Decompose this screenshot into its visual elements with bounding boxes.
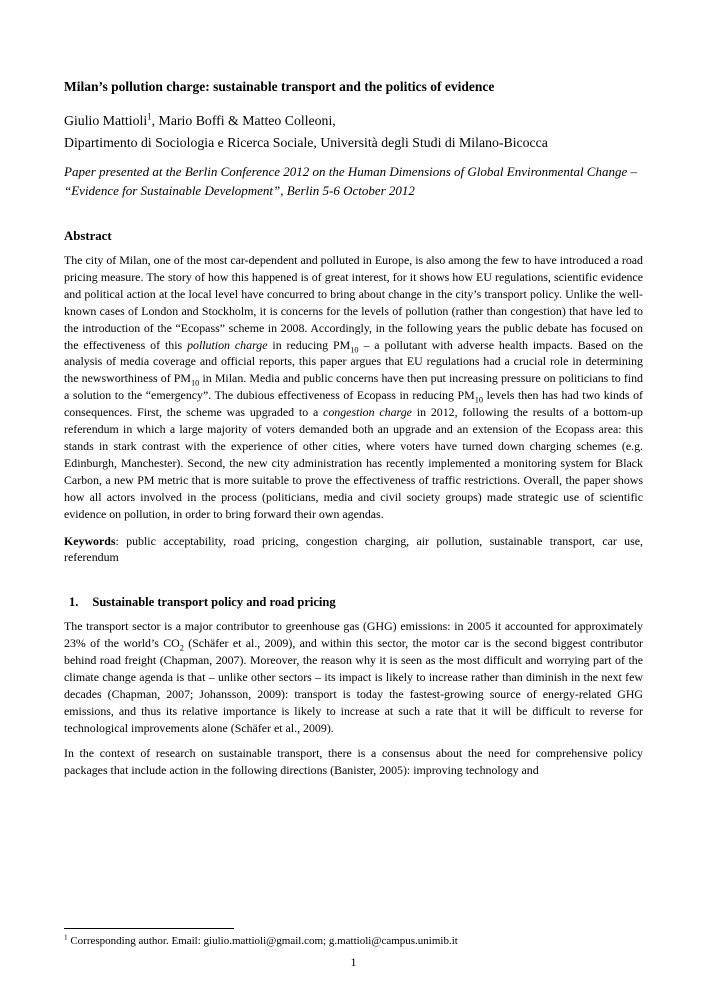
conference-note: Paper presented at the Berlin Conference 2012 on the Human Dimensions of Global Environmental Change – “Evidence for Sustainable Development”, Berlin 5-6 October 2012 [64, 164, 637, 198]
text-run: (Schäfer et al., 2009), and within this sector, the motor car is the second biggest contributor behind road freight (Chapman, 2007). Moreover, the reason why it is seen as the most difficult and worrying part of the climate change agenda is that – unlike other sectors – its impact is likely to increase rather than diminish in the next few decades (Chapman, 2007; Johansson, 2009): transport is today the fastest-growing source of energy-related GHG emissions, and thus its relative importance is likely to increase at such a rate that it will be difficult to reverse for technological improvements alone (Schäfer et al., 2009). [64, 636, 643, 735]
affiliation: Dipartimento di Sociologia e Ricerca Sociale, Università degli Studi di Milano-Bicocca [64, 135, 548, 150]
text-run-subscript: 2 [179, 643, 184, 653]
abstract-paragraph [64, 252, 643, 523]
footnote-text: Corresponding author. Email: giulio.mattioli@gmail.com; g.mattioli@campus.unimib.it [67, 935, 458, 947]
section-1-heading [64, 594, 643, 610]
text-run: in Milan. Media and public concerns have then put increasing pressure on politicians to find a solution to the “emergency”. The dubious effectiveness of Ecopass in reducing PM [64, 371, 643, 403]
section-1-paragraph-1 [64, 618, 643, 736]
footnote-divider [64, 928, 234, 929]
text-run-subscript: 10 [191, 378, 200, 388]
text-run-italic: pollution charge [187, 337, 268, 352]
author-footnote-mark: 1 [147, 111, 152, 122]
keywords-line [64, 533, 643, 567]
text-run: – a pollutant with adverse health impacts. Based on the analysis of media coverage and official reports, this paper argues that EU regulations had a crucial role in determining the newsworthiness of PM [64, 337, 643, 386]
text-run: in reducing PM [267, 337, 351, 352]
author-name-lead: Giulio Mattioli [64, 113, 148, 128]
author-names-rest: , Mario Boffi & Matteo Colleoni, [151, 113, 336, 128]
footnote-mark: 1 [64, 933, 68, 942]
text-run-italic: congestion charge [323, 405, 412, 420]
text-run: The transport sector is a major contributor to greenhouse gas (GHG) emissions: in 2005 it accounted for approximately 23% of the world’s CO [64, 619, 643, 651]
text-run: The city of Milan, one of the most car-dependent and polluted in Europe, is also among the few to have introduced a road pricing measure. The story of how this happened is of great interest, for it shows how EU regulations, scientific evidence and political action at the local level have concurred to bring about change in the city’s transport policy. Unlike the well-known cases of London and Stockholm, it is concerns for the levels of pollution (rather than congestion) that have led to the introduction of the “Ecopass” scheme in 2008. Accordingly, in the following years the public debate has focused on the effectiveness of this [64, 253, 643, 352]
keywords-label: Keywords [64, 533, 116, 548]
section-title: Sustainable transport policy and road pricing [92, 595, 336, 610]
text-run-subscript: 10 [474, 395, 484, 405]
abstract-heading: Abstract [64, 229, 112, 243]
text-run: levels then has had two kinds of consequences. First, the scheme was upgraded to a [64, 388, 643, 420]
footnote [64, 934, 643, 948]
text-run-subscript: 10 [350, 344, 359, 354]
paper-title: Milan’s pollution charge: sustainable transport and the politics of evidence [64, 79, 495, 94]
section-1-paragraph-2: In the context of research on sustainable transport, there is a consensus about the need for comprehensive policy packages that include action in the following directions (Banister, 2005): improving technology and [64, 745, 643, 777]
page-number: 1 [350, 955, 357, 969]
footnote-block [64, 928, 643, 948]
authors-line [64, 110, 643, 132]
section-number: 1. [69, 595, 79, 610]
text-run: in 2012, following the results of a bottom-up referendum in which a large majority of voters demanded both an upgrade and an extension of the Ecopass area: this stands in stark contrast with the experience of other cities, where voters have turned down charging schemes (e.g. Edinburgh, Manchester). Second, the new city administration has recently implemented a monitoring system for Black Carbon, a new PM metric that is more suitable to prove the effectiveness of traffic restrictions. Overall, the paper shows how all actors involved in the process (politicians, media and civil society groups) made strategic use of scientific evidence on pollution, in order to bring forward their own agendas. [64, 405, 643, 521]
keywords-text: : public acceptability, road pricing, congestion charging, air pollution, sustainable transport, car use, referendum [64, 533, 643, 565]
